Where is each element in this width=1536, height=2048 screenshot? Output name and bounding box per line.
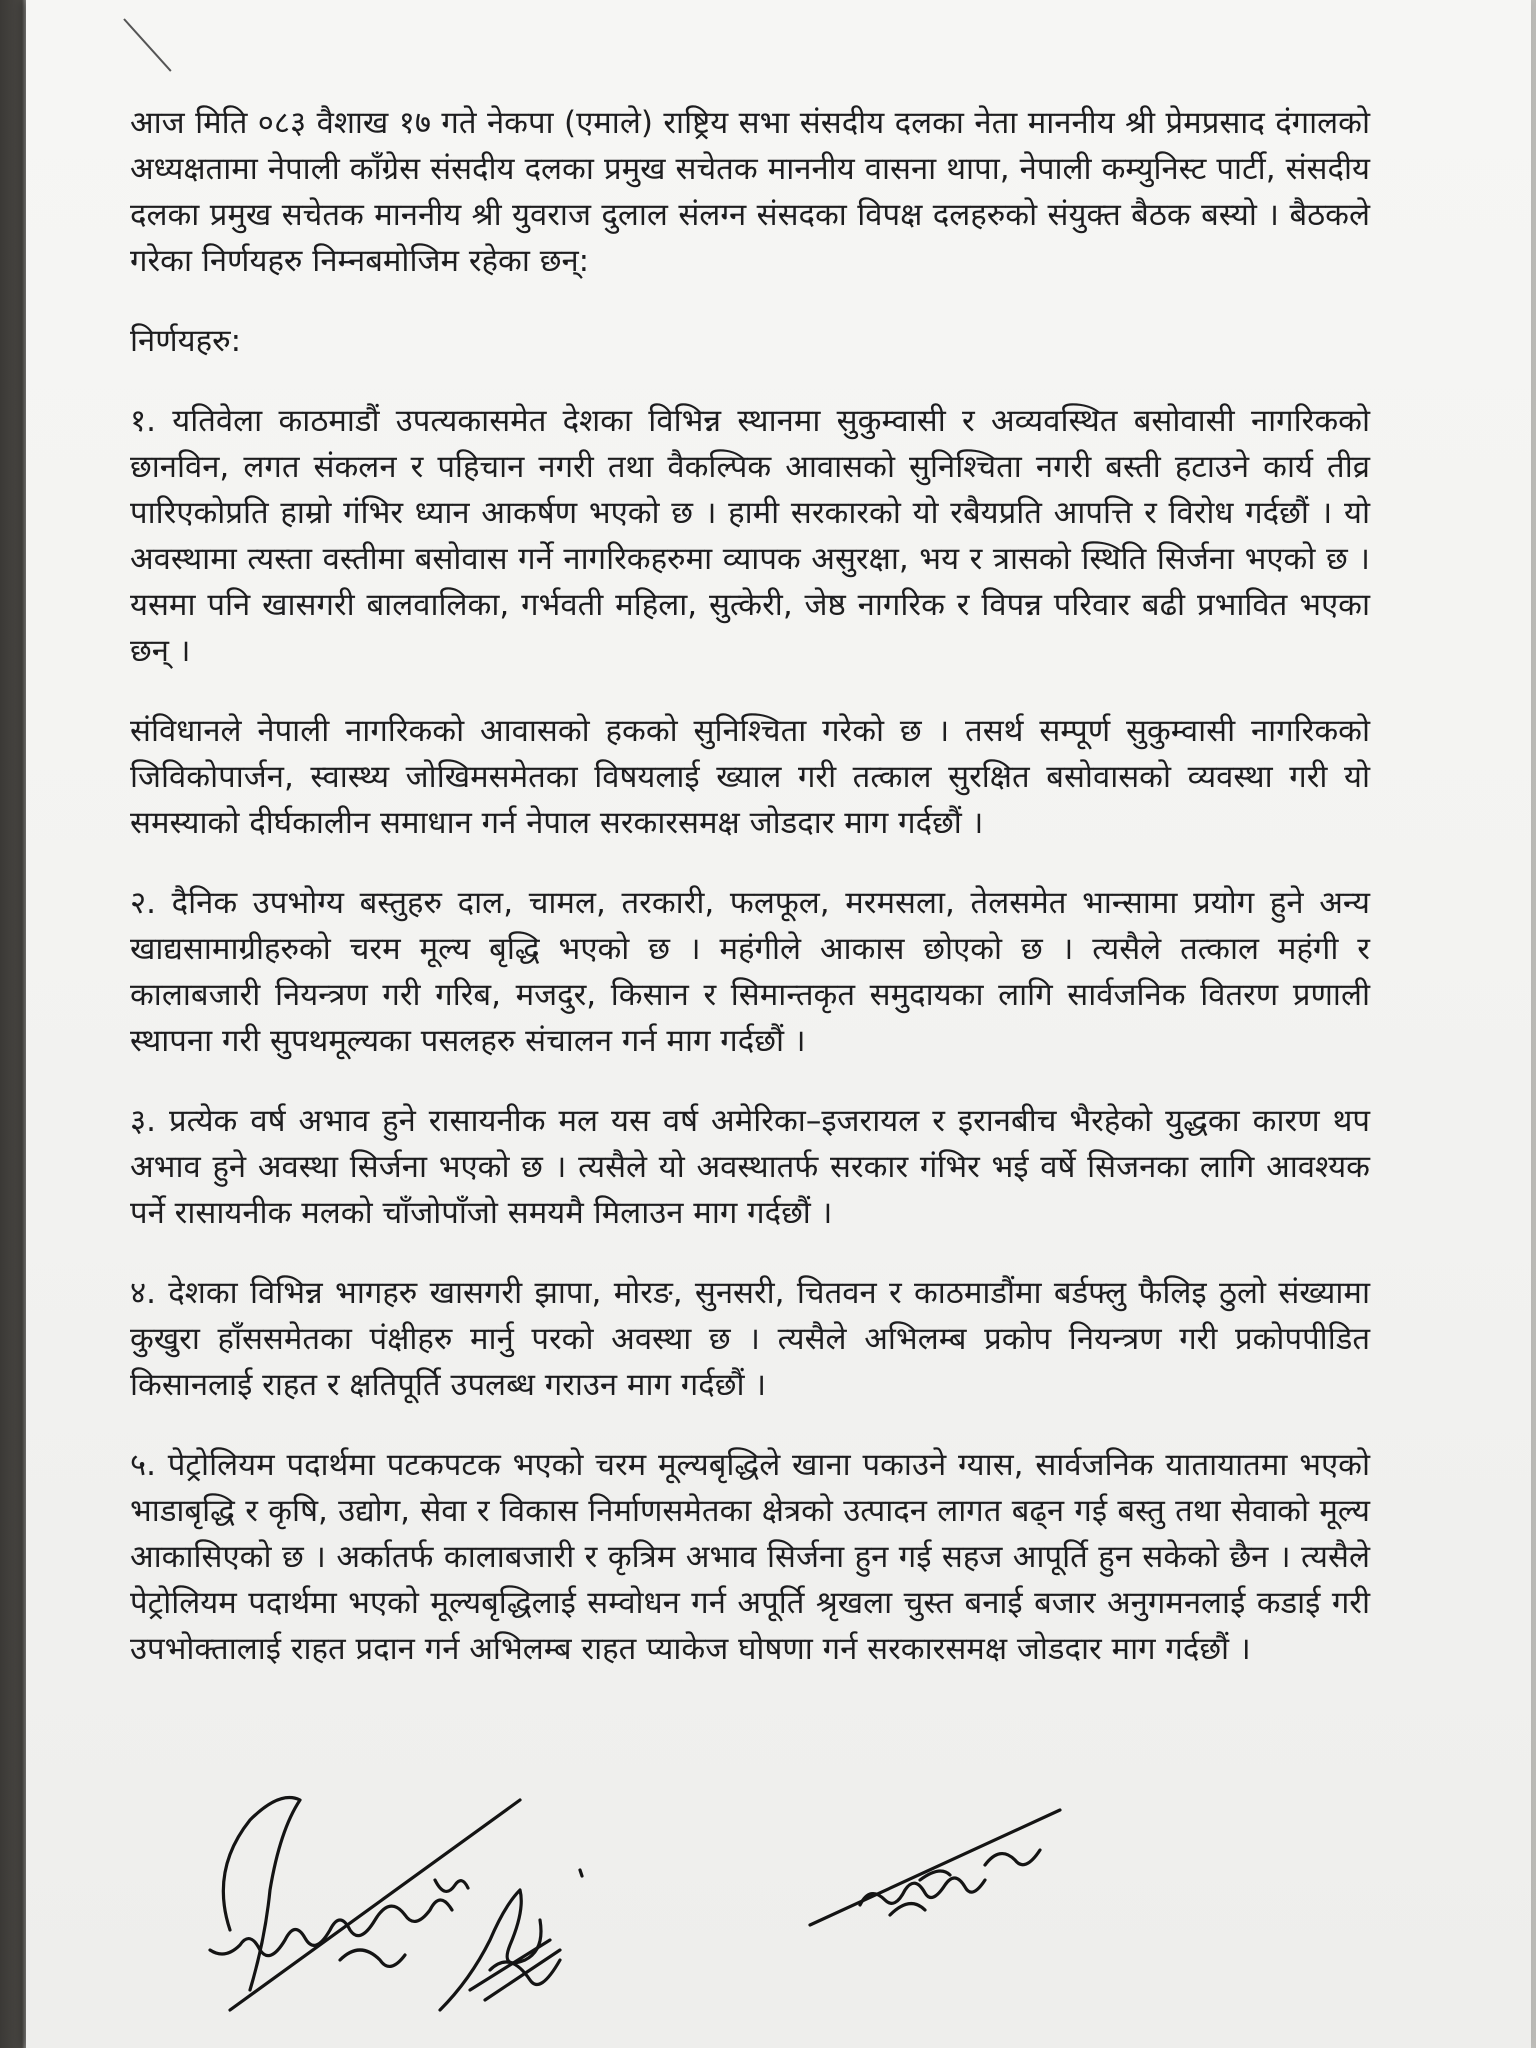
decision-paragraph-2: २. दैनिक उपभोग्य बस्तुहरु दाल, चामल, तरकारी, फलफूल, मरमसला, तेलसमेत भान्सामा प्रयोग हुने अन्य खाद्यसामाग्रीहरुको चरम मूल्य बृद्धि भएको छ । महंगीले आकास छोएको छ । त्यसैले तत्काल महंगी र कालाबजारी नियन्त्रण गरी गरिब, मजदुर, किसान र सिमान्तकृत समुदायका लागि सार्वजनिक वितरण प्रणाली स्थापना गरी सुपथमूल्यका पसलहरु संचालन गर्न माग गर्दछौं । (130, 885, 1370, 1059)
decision-paragraph-5: ५. पेट्रोलियम पदार्थमा पटकपटक भएको चरम मूल्यबृद्धिले खाना पकाउने ग्यास, सार्वजनिक यातायातमा भएको भाडाबृद्धि र कृषि, उद्योग, सेवा र विकास निर्माणसमेतका क्षेत्रको उत्पादन लागत बढ्न गई बस्तु तथा सेवाको मूल्य आकासिएको छ । अर्कातर्फ कालाबजारी र कृत्रिम अभाव सिर्जना हुन गई सहज आपूर्ति हुन सकेको छैन । त्यसैले पेट्रोलियम पदार्थमा भएको मूल्यबृद्धिलाई सम्वोधन गर्न अपूर्ति श्रृखला चुस्त बनाई बजार अनुगमनलाई कडाई गरी उपभोक्तालाई राहत प्रदान गर्न अभिलम्ब राहत प्याकेज घोषणा गर्न सरकारसमक्ष जोडदार माग गर्दछौं । (130, 1447, 1370, 1667)
signature-right (800, 1805, 1070, 1955)
decisions-heading: निर्णयहरु: (130, 323, 242, 359)
decision-paragraph-1: १. यतिवेला काठमाडौं उपत्यकासमेत देशका विभिन्न स्थानमा सुकुम्वासी र अव्यवस्थित बसोवासी नागरिकको छानविन, लगत संकलन र पहिचान नगरी तथा वैकल्पिक आवासको सुनिश्चिता नगरी बस्ती हटाउने कार्य तीव्र पारिएकोप्रति हाम्रो गंभिर ध्यान आकर्षण भएको छ । हामी सरकारको यो रबैयप्रति आपत्ति र विरोध गर्दछौं । यो अवस्थामा त्यस्ता वस्तीमा बसोवास गर्ने नागरिकहरुमा व्यापक असुरक्षा, भय र त्रासको स्थिति सिर्जना भएको छ । यसमा पनि खासगरी बालवालिका, गर्भवती महिला, सुत्केरी, जेष्ठ नागरिक र विपन्न परिवार बढी प्रभावित भएका छन् । (130, 403, 1370, 669)
decision-paragraph-1-continued: संविधानले नेपाली नागरिकको आवासको हकको सुनिश्चिता गरेको छ । तसर्थ सम्पूर्ण सुकुम्वासी नागरिकको जिविकोपार्जन, स्वास्थ्य जोखिमसमेतका विषयलाई ख्याल गरी तत्काल सुरक्षित बसोवासको व्यवस्था गरी यो समस्याको दीर्घकालीन समाधान गर्न नेपाल सरकारसमक्ष जोडदार माग गर्दछौं । (130, 713, 1370, 841)
pen-mark (123, 18, 171, 71)
signature-middle (430, 1850, 600, 2020)
signatures-area (0, 1760, 1536, 2048)
decision-paragraph-3: ३. प्रत्येक वर्ष अभाव हुने रासायनीक मल यस वर्ष अमेरिका–इजरायल र इरानबीच भैरहेको युद्धका कारण थप अभाव हुने अवस्था सिर्जना भएको छ । त्यसैले यो अवस्थातर्फ सरकार गंभिर भई वर्षे सिजनका लागि आवश्यक पर्ने रासायनीक मलको चाँजोपाँजो समयमै मिलाउन माग गर्दछौं । (130, 1103, 1370, 1231)
decision-paragraph-4: ४. देशका विभिन्न भागहरु खासगरी झापा, मोरङ, सुनसरी, चितवन र काठमाडौंमा बर्डफ्लु फैलिइ ठुलो संख्यामा कुखुरा हाँससमेतका पंक्षीहरु मार्नु परको अवस्था छ । त्यसैले अभिलम्ब प्रकोप नियन्त्रण गरी प्रकोपपीडित किसानलाई राहत र क्षतिपूर्ति उपलब्ध गराउन माग गर्दछौं । (130, 1275, 1370, 1403)
intro-paragraph: आज मिति ०८३ वैशाख १७ गते नेकपा (एमाले) राष्ट्रिय सभा संसदीय दलका नेता माननीय श्री प्रेमप्रसाद दंगालको अध्यक्षतामा नेपाली काँग्रेस संसदीय दलका प्रमुख सचेतक माननीय वासना थापा, नेपाली कम्युनिस्ट पार्टी, संसदीय दलका प्रमुख सचेतक माननीय श्री युवराज दुलाल संलग्न संसदका विपक्ष दलहरुको संयुक्त बैठक बस्यो । बैठकले गरेका निर्णयहरु निम्नबमोजिम रहेका छन्: (130, 105, 1370, 279)
document-body (130, 100, 1370, 1706)
